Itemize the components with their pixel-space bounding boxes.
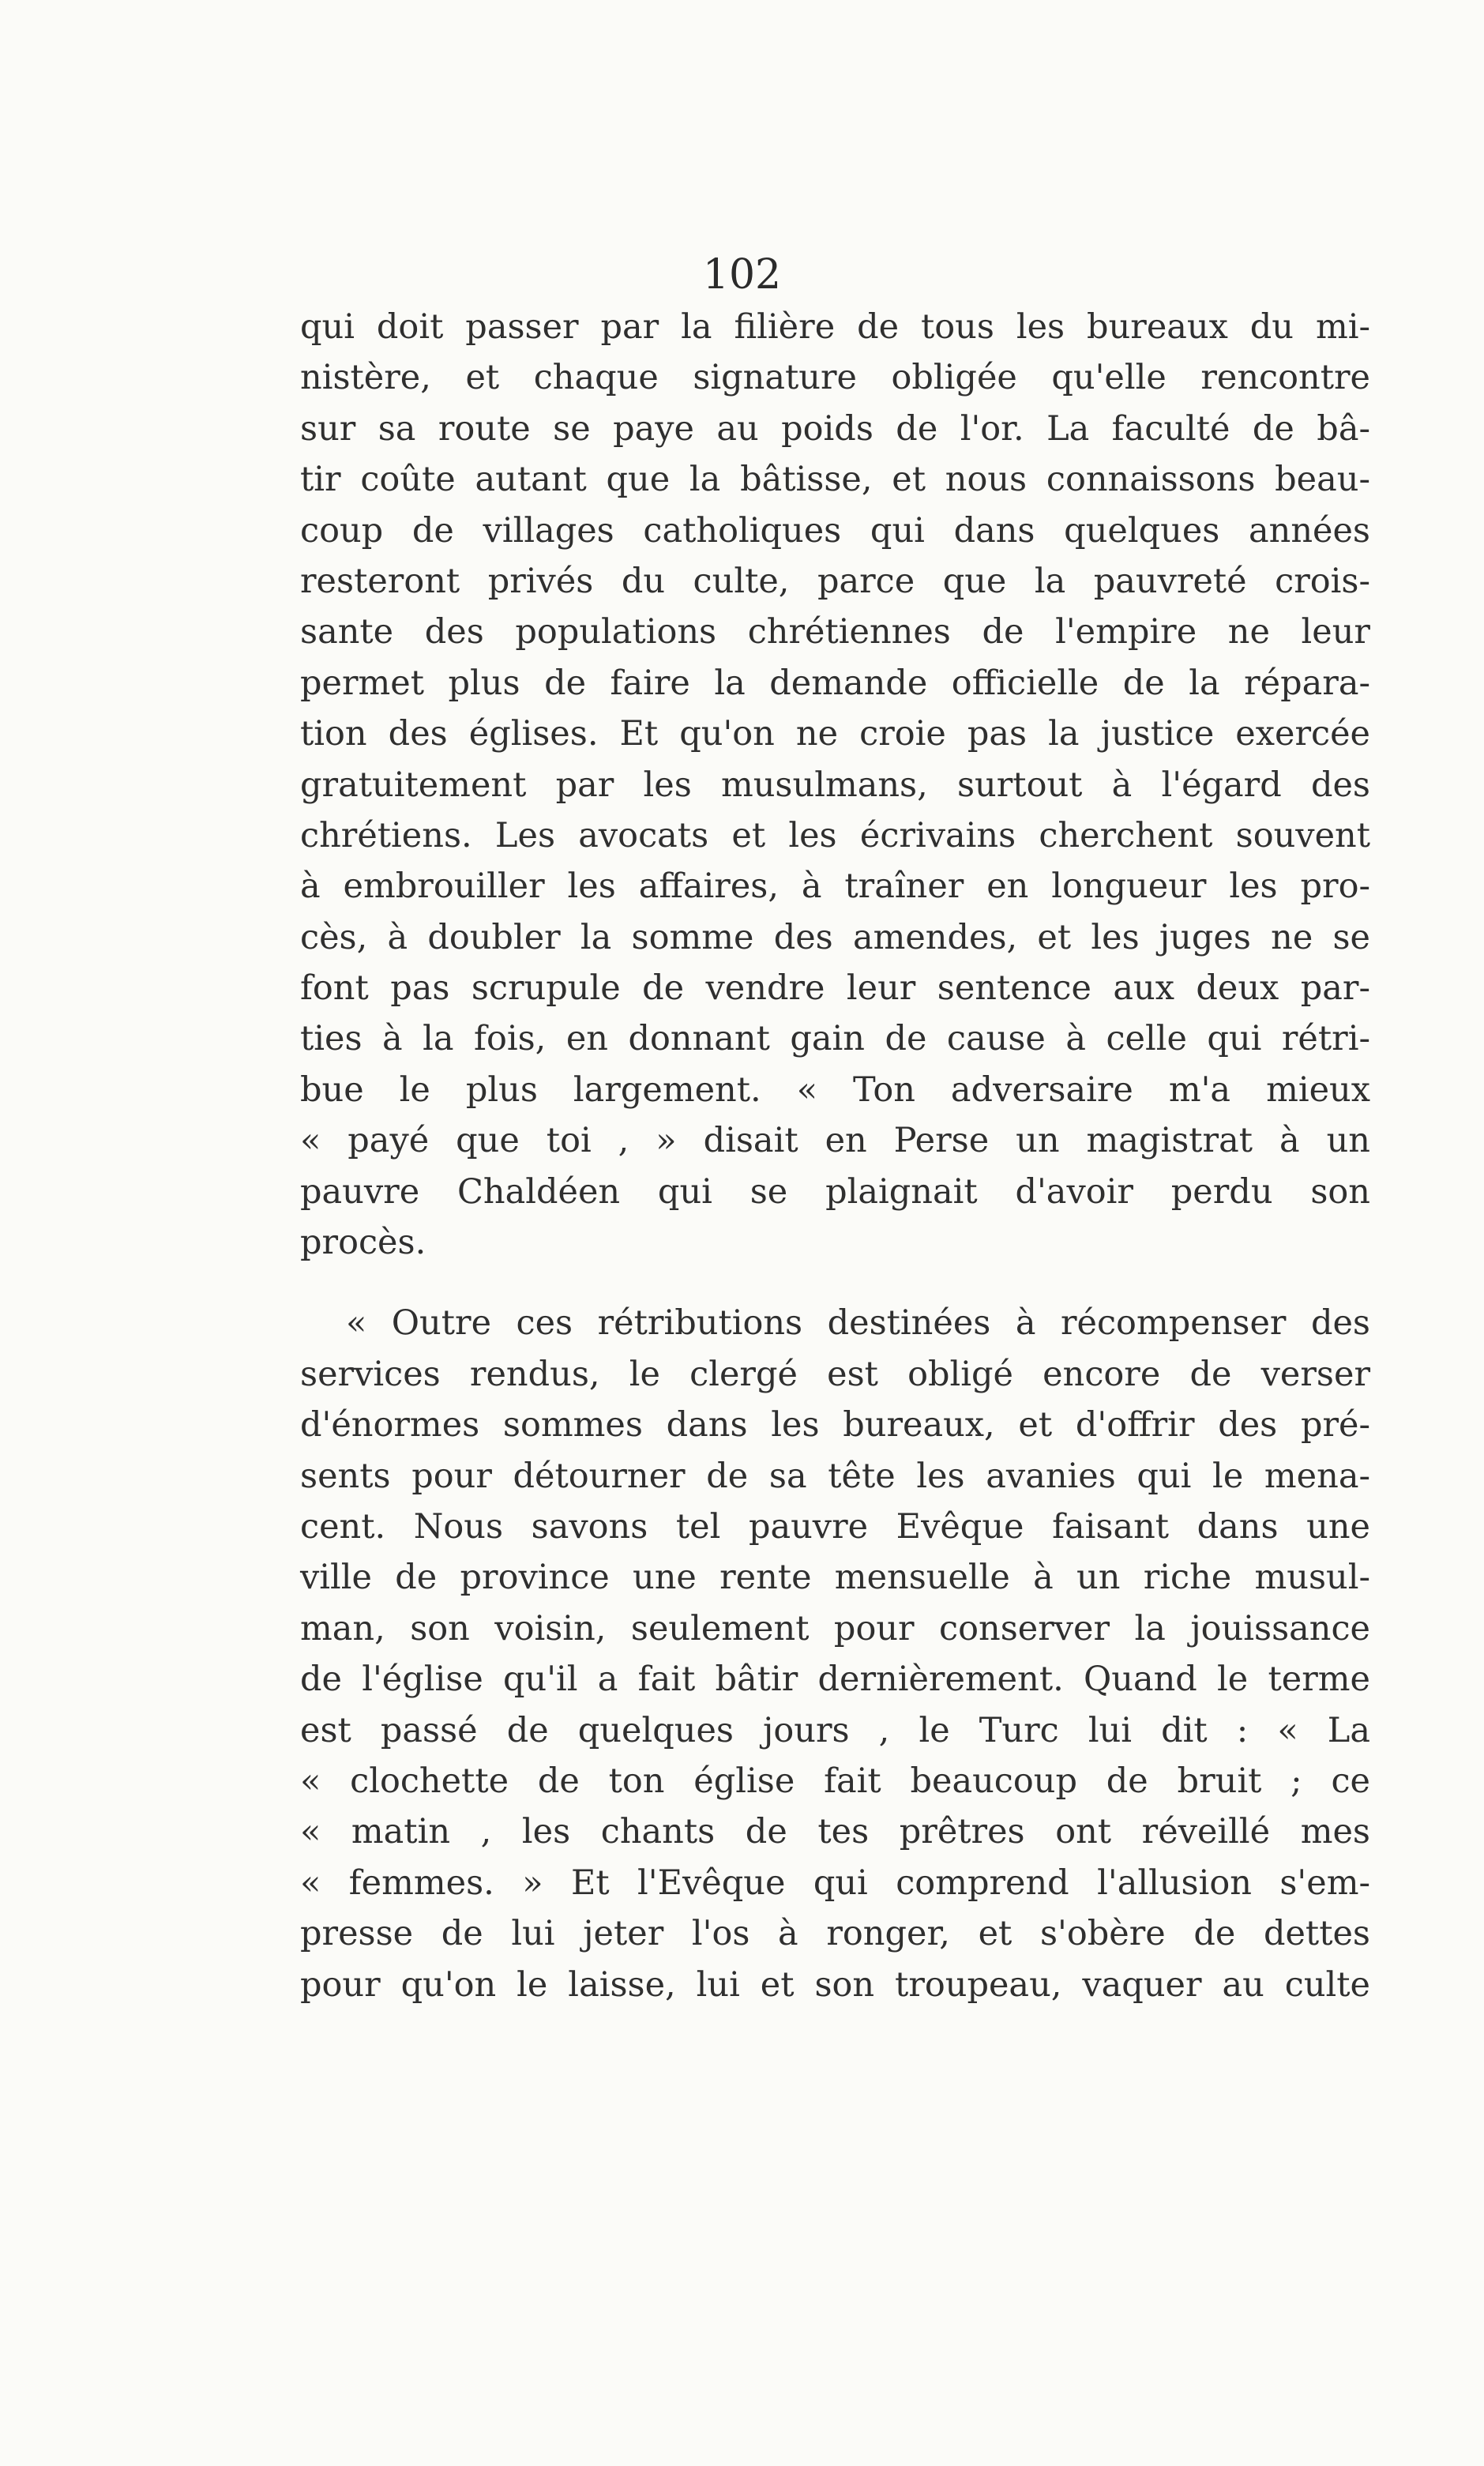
text-line: nistère, et chaque signature obligée qu'elle rencontre (300, 358, 1370, 398)
text-line: sents pour détourner de sa tête les avanies qui le mena- (300, 1456, 1370, 1496)
text-line: bue le plus largement. « Ton adversaire m'a mieux (300, 1069, 1370, 1110)
text-line: man, son voisin, seulement pour conserver la jouissance (300, 1608, 1370, 1648)
text-line: pauvre Chaldéen qui se plaignait d'avoir perdu son (300, 1171, 1370, 1212)
text-line: coup de villages catholiques qui dans quelques années (300, 510, 1370, 551)
paragraph-2 (300, 1298, 1370, 2009)
page-number: 102 (702, 251, 782, 299)
text-line: gratuitement par les musulmans, surtout à l'égard des (300, 765, 1370, 805)
text-line: tir coûte autant que la bâtisse, et nous connaissons beau- (300, 460, 1370, 500)
text-line: qui doit passer par la filière de tous les bureaux du mi- (300, 307, 1370, 347)
text-line: cès, à doubler la somme des amendes, et les juges ne se (300, 917, 1370, 957)
text-line: cent. Nous savons tel pauvre Evêque faisant dans une (300, 1506, 1370, 1547)
text-line: ties à la fois, en donnant gain de cause à celle qui rétri- (300, 1019, 1370, 1059)
text-line: presse de lui jeter l'os à ronger, et s'obère de dettes (300, 1914, 1370, 1954)
text-line: à embrouiller les affaires, à traîner en longueur les pro- (300, 866, 1370, 907)
body-text (300, 302, 1370, 2010)
text-line: « clochette de ton église fait beaucoup de bruit ; ce (300, 1761, 1370, 1801)
text-line: tion des églises. Et qu'on ne croie pas la justice exercée (300, 714, 1370, 754)
text-line: permet plus de faire la demande officielle de la répara- (300, 663, 1370, 703)
text-line: ville de province une rente mensuelle à un riche musul- (300, 1558, 1370, 1598)
text-line: est passé de quelques jours , le Turc lui dit : « La (300, 1710, 1370, 1750)
text-line: de l'église qu'il a fait bâtir dernièrement. Quand le terme (300, 1660, 1370, 1700)
text-line: d'énormes sommes dans les bureaux, et d'offrir des pré- (300, 1405, 1370, 1445)
text-line: chrétiens. Les avocats et les écrivains cherchent souvent (300, 815, 1370, 855)
text-line: font pas scrupule de vendre leur sentence aux deux par- (300, 968, 1370, 1009)
text-line: procès. (300, 1223, 426, 1263)
paragraph-gap (300, 1268, 1370, 1298)
text-line: resteront privés du culte, parce que la pauvreté crois- (300, 561, 1370, 601)
text-line: pour qu'on le laisse, lui et son troupeau, vaquer au culte (300, 1964, 1370, 2005)
text-line: « femmes. » Et l'Evêque qui comprend l'allusion s'em- (300, 1863, 1370, 1903)
text-line: « matin , les chants de tes prêtres ont réveillé mes (300, 1812, 1370, 1852)
text-line: sante des populations chrétiennes de l'empire ne leur (300, 612, 1370, 652)
text-line: « Outre ces rétributions destinées à récompenser des (346, 1303, 1370, 1344)
text-line: sur sa route se paye au poids de l'or. La faculté de bâ- (300, 408, 1370, 449)
paragraph-1 (300, 302, 1370, 1268)
text-line: services rendus, le clergé est obligé encore de verser (300, 1354, 1370, 1394)
text-line: « payé que toi , » disait en Perse un magistrat à un (300, 1121, 1370, 1161)
